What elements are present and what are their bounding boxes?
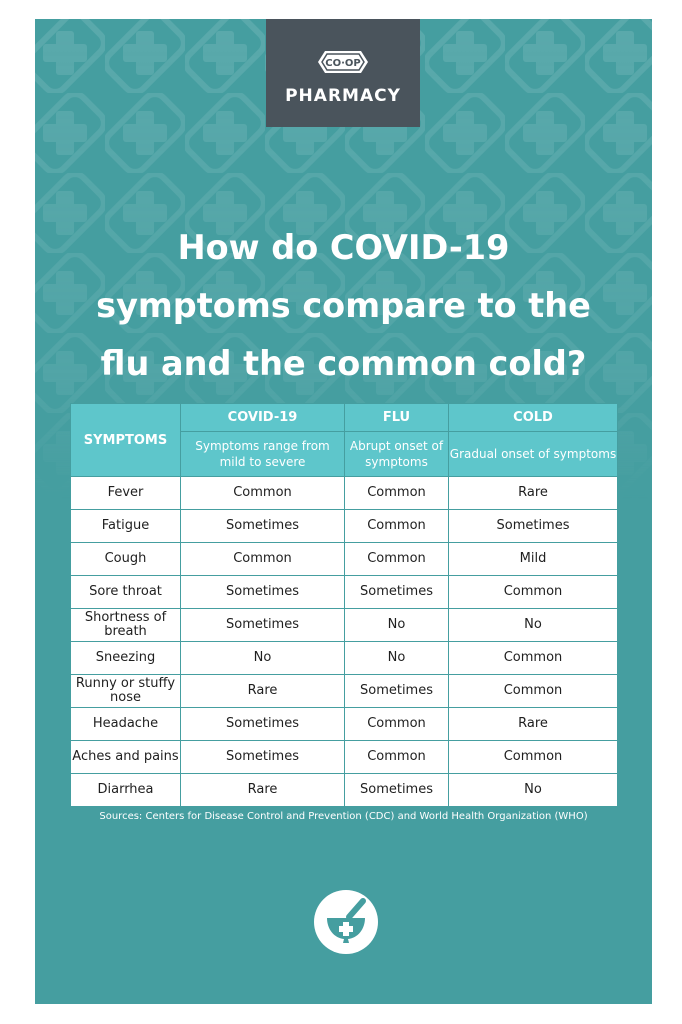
symptom-cell: Aches and pains: [71, 741, 181, 774]
symptoms-column-header: SYMPTOMS: [71, 404, 181, 477]
flu-cell: Common: [345, 477, 449, 510]
symptom-cell: Sneezing: [71, 642, 181, 675]
title-line-3: flu and the common cold?: [100, 344, 587, 383]
cold-cell: Sometimes: [449, 510, 618, 543]
flu-cell: Sometimes: [345, 774, 449, 807]
table-row: [71, 543, 618, 576]
symptom-cell: Fatigue: [71, 510, 181, 543]
covid-cell: No: [181, 642, 345, 675]
covid-cell: Common: [181, 477, 345, 510]
covid-cell: Sometimes: [181, 708, 345, 741]
covid-cell: Sometimes: [181, 576, 345, 609]
covid-cell: Sometimes: [181, 510, 345, 543]
covid-column-description: Symptoms range from mild to severe: [181, 432, 345, 477]
table-row: [71, 510, 618, 543]
flu-column-header: FLU: [345, 404, 449, 432]
flu-column-description: Abrupt onset of symptoms: [345, 432, 449, 477]
table-row: [71, 774, 618, 807]
cold-cell: Rare: [449, 708, 618, 741]
symptom-cell: Headache: [71, 708, 181, 741]
cold-column-header: COLD: [449, 404, 618, 432]
symptom-cell: Diarrhea: [71, 774, 181, 807]
covid-cell: Rare: [181, 675, 345, 708]
symptom-cell: Runny or stuffy nose: [71, 675, 181, 708]
cold-cell: No: [449, 774, 618, 807]
cold-cell: Common: [449, 576, 618, 609]
covid-cell: Sometimes: [181, 741, 345, 774]
coop-badge-text: CO·OP: [325, 58, 361, 69]
pharmacy-name: PHARMACY: [285, 86, 401, 106]
table-row: [71, 741, 618, 774]
title-line-1: How do COVID-19: [177, 228, 510, 267]
flu-cell: No: [345, 609, 449, 642]
symptom-cell: Cough: [71, 543, 181, 576]
flu-cell: Common: [345, 741, 449, 774]
cold-cell: Common: [449, 741, 618, 774]
flu-cell: Common: [345, 510, 449, 543]
covid-cell: Sometimes: [181, 609, 345, 642]
table-row: [71, 675, 618, 708]
cold-cell: Rare: [449, 477, 618, 510]
symptom-cell: Sore throat: [71, 576, 181, 609]
cold-cell: No: [449, 609, 618, 642]
symptom-cell: Shortness of breath: [71, 609, 181, 642]
table-row: [71, 642, 618, 675]
covid-cell: Rare: [181, 774, 345, 807]
table-row: [71, 708, 618, 741]
covid-cell: Common: [181, 543, 345, 576]
flu-cell: Sometimes: [345, 675, 449, 708]
table-row: [71, 576, 618, 609]
covid-column-header: COVID-19: [181, 404, 345, 432]
mortar-pestle-icon: [313, 889, 379, 955]
flu-cell: No: [345, 642, 449, 675]
coop-logo-icon: [317, 50, 369, 74]
cold-cell: Mild: [449, 543, 618, 576]
cold-column-description: Gradual onset of symptoms: [449, 432, 618, 477]
cold-cell: Common: [449, 675, 618, 708]
symptom-cell: Fever: [71, 477, 181, 510]
cold-cell: Common: [449, 642, 618, 675]
sources-note: Sources: Centers for Disease Control and Prevention (CDC) and World Health Organization (WHO): [99, 811, 588, 822]
pharmacy-logo: [266, 19, 420, 127]
table-row: [71, 609, 618, 642]
poster: [35, 19, 652, 1004]
table-row: [71, 477, 618, 510]
flu-cell: Sometimes: [345, 576, 449, 609]
title-line-2: symptoms compare to the: [96, 286, 591, 325]
page-title: [55, 219, 632, 393]
flu-cell: Common: [345, 708, 449, 741]
symptom-comparison-table: [70, 403, 618, 807]
flu-cell: Common: [345, 543, 449, 576]
